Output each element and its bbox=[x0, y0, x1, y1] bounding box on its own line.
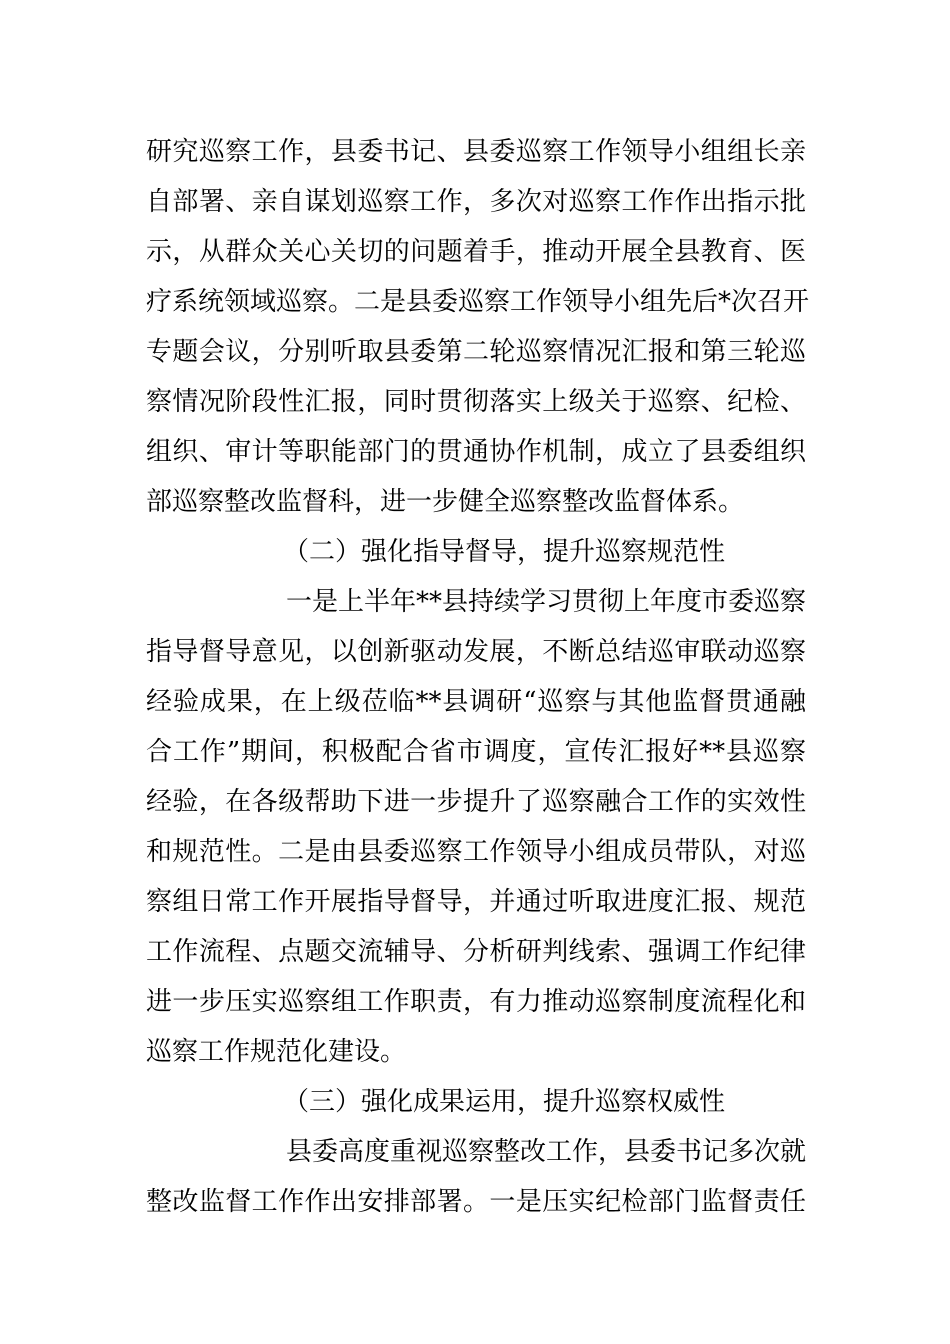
section-heading-3: （三）强化成果运用，提升巡察权威性 bbox=[283, 1087, 726, 1117]
text-line: 一是上半年**县持续学习贯彻上年度市委巡察 bbox=[286, 587, 807, 617]
text-line: 巡察工作规范化建设。 bbox=[146, 1037, 407, 1067]
text-line: 经验成果，在上级莅临**县调研“巡察与其他监督贯通融 bbox=[146, 687, 806, 717]
text-line: 示，从群众关心关切的问题着手，推动开展全县教育、医 bbox=[146, 237, 806, 267]
text-line: 合工作”期间，积极配合省市调度，宣传汇报好**县巡察 bbox=[146, 737, 806, 767]
text-line: 部巡察整改监督科，进一步健全巡察整改监督体系。 bbox=[146, 487, 745, 517]
text-line: 疗系统领域巡察。二是县委巡察工作领导小组先后*次召开 bbox=[146, 287, 810, 317]
text-line: 县委高度重视巡察整改工作，县委书记多次就 bbox=[286, 1137, 807, 1167]
text-line: 专题会议，分别听取县委第二轮巡察情况汇报和第三轮巡 bbox=[146, 337, 806, 367]
text-line: 经验，在各级帮助下进一步提升了巡察融合工作的实效性 bbox=[146, 787, 806, 817]
text-line: 整改监督工作作出安排部署。一是压实纪检部门监督责任 bbox=[146, 1187, 806, 1217]
text-line: 察组日常工作开展指导督导，并通过听取进度汇报、规范 bbox=[146, 887, 806, 917]
text-line: 指导督导意见，以创新驱动发展，不断总结巡审联动巡察 bbox=[146, 637, 806, 667]
text-line: 组织、审计等职能部门的贯通协作机制，成立了县委组织 bbox=[146, 437, 806, 467]
section-heading-2: （二）强化指导督导，提升巡察规范性 bbox=[283, 537, 726, 567]
text-line: 察情况阶段性汇报，同时贯彻落实上级关于巡察、纪检、 bbox=[146, 387, 806, 417]
text-line: 自部署、亲自谋划巡察工作，多次对巡察工作作出指示批 bbox=[146, 187, 806, 217]
text-line: 研究巡察工作，县委书记、县委巡察工作领导小组组长亲 bbox=[146, 137, 806, 167]
text-line: 工作流程、点题交流辅导、分析研判线索、强调工作纪律 bbox=[146, 937, 806, 967]
text-line: 进一步压实巡察组工作职责，有力推动巡察制度流程化和 bbox=[146, 987, 806, 1017]
text-line: 和规范性。二是由县委巡察工作领导小组成员带队，对巡 bbox=[146, 837, 806, 867]
